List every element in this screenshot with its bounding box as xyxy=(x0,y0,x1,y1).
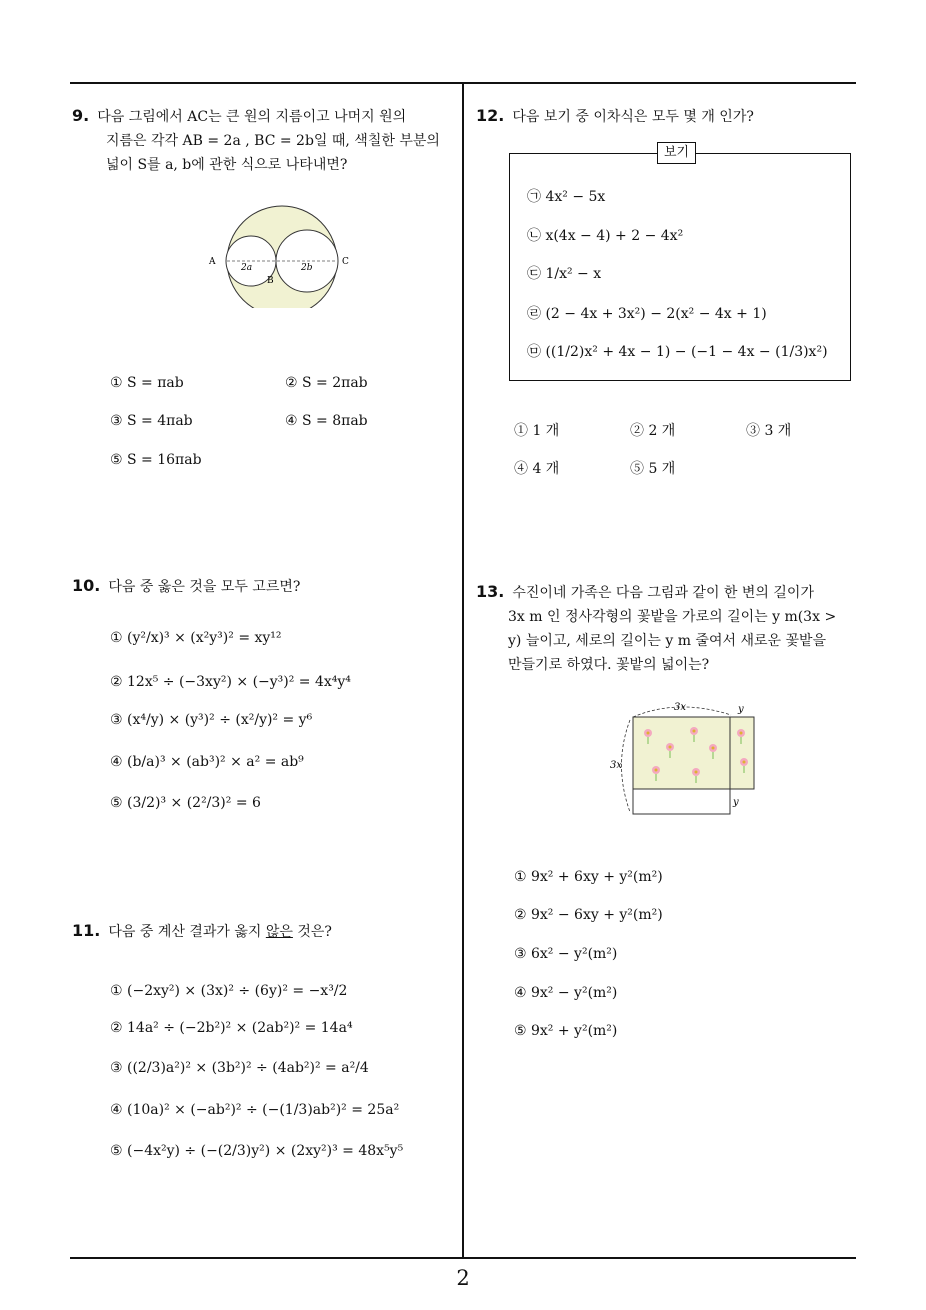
question-text-line: 넓이 S를 a, b에 관한 식으로 나타내면? xyxy=(106,157,348,173)
question-number: 11. xyxy=(72,921,101,940)
option-4[interactable]: ④ 9x² − y²(m²) xyxy=(514,985,618,1001)
label-B: B xyxy=(267,276,274,286)
label-2b: 2b xyxy=(301,263,313,273)
option-3[interactable]: ③ 6x² − y²(m²) xyxy=(514,946,618,962)
circles-figure xyxy=(205,198,365,308)
label-left-3x: 3x xyxy=(610,760,623,771)
label-right-y: y xyxy=(738,704,744,715)
question-9 xyxy=(72,104,462,177)
option-2[interactable]: ② 14a² ÷ (−2b²)² × (2ab²)² = 14a⁴ xyxy=(110,1020,353,1036)
option-1[interactable]: ① S = πab xyxy=(110,375,184,391)
option-4[interactable]: ④ S = 8πab xyxy=(285,413,368,429)
question-text-line: 만들기로 하였다. 꽃밭의 넓이는? xyxy=(508,657,710,673)
question-text-line: 수진이네 가족은 다음 그림과 같이 한 변의 길이가 xyxy=(512,585,814,601)
option-2[interactable]: ② S = 2πab xyxy=(285,375,368,391)
option-5[interactable]: ⑤ 9x² + y²(m²) xyxy=(514,1023,618,1039)
question-12 xyxy=(476,104,856,129)
label-top-3x: 3x xyxy=(674,702,687,713)
bogi-item: ㉤ ((1/2)x² + 4x − 1) − (−1 − 4x − (1/3)x²) xyxy=(527,344,828,360)
question-text-emphasis: 않은 xyxy=(265,924,293,940)
question-11 xyxy=(72,919,462,944)
option-5[interactable]: ⑤ 5 개 xyxy=(630,461,676,477)
label-2a: 2a xyxy=(241,263,253,273)
option-3[interactable]: ③ 3 개 xyxy=(746,423,792,439)
option-1[interactable]: ① 9x² + 6xy + y²(m²) xyxy=(514,869,663,885)
label-C: C xyxy=(342,257,349,267)
bogi-title: 보기 xyxy=(657,142,696,164)
question-text-line: 지름은 각각 AB = 2a , BC = 2b일 때, 색칠한 부분의 xyxy=(106,133,440,149)
option-5[interactable]: ⑤ (3/2)³ × (2²/3)² = 6 xyxy=(110,795,261,811)
bogi-item: ㉡ x(4x − 4) + 2 − 4x² xyxy=(527,228,684,244)
option-3[interactable]: ③ ((2/3)a²)² × (3b²)² ÷ (4ab²)² = a²/4 xyxy=(110,1060,369,1076)
original-bed xyxy=(633,717,730,789)
option-3[interactable]: ③ S = 4πab xyxy=(110,413,193,429)
question-text: 것은? xyxy=(292,924,332,940)
question-number: 9. xyxy=(72,106,90,125)
option-1[interactable]: ① 1 개 xyxy=(514,423,560,439)
label-A: A xyxy=(209,257,216,267)
question-number: 10. xyxy=(72,576,101,595)
question-number: 12. xyxy=(476,106,505,125)
question-10 xyxy=(72,574,462,599)
option-4[interactable]: ④ 4 개 xyxy=(514,461,560,477)
column-divider xyxy=(462,82,464,1259)
flowerbed-figure xyxy=(608,700,773,825)
label-bottom-y: y xyxy=(733,797,739,808)
question-text-line: 3x m 인 정사각형의 꽃밭을 가로의 길이는 y m(3x > xyxy=(508,609,837,625)
removed-strip xyxy=(633,789,730,814)
option-4[interactable]: ④ (b/a)³ × (ab³)² × a² = ab⁹ xyxy=(110,754,304,770)
option-2[interactable]: ② 2 개 xyxy=(630,423,676,439)
option-2[interactable]: ② 9x² − 6xy + y²(m²) xyxy=(514,907,663,923)
question-text-line: y) 늘이고, 세로의 길이는 y m 줄여서 새로운 꽃밭을 xyxy=(508,633,827,649)
question-text: 다음 중 계산 결과가 옳지 xyxy=(108,924,266,940)
option-5[interactable]: ⑤ S = 16πab xyxy=(110,452,202,468)
option-5[interactable]: ⑤ (−4x²y) ÷ (−(2/3)y²) × (2xy²)³ = 48x⁵y⁵ xyxy=(110,1143,404,1159)
question-13 xyxy=(476,580,861,677)
bogi-item: ㉠ 4x² − 5x xyxy=(527,189,606,205)
bottom-rule xyxy=(70,1257,856,1259)
option-2[interactable]: ② 12x⁵ ÷ (−3xy²) × (−y³)² = 4x⁴y⁴ xyxy=(110,674,351,690)
bogi-item: ㉢ 1/x² − x xyxy=(527,266,602,282)
option-4[interactable]: ④ (10a)² × (−ab²)² ÷ (−(1/3)ab²)² = 25a² xyxy=(110,1102,400,1118)
question-text: 다음 중 옳은 것을 모두 고르면? xyxy=(108,579,301,595)
question-number: 13. xyxy=(476,582,505,601)
extension-strip xyxy=(730,717,754,789)
bogi-item: ㉣ (2 − 4x + 3x²) − 2(x² − 4x + 1) xyxy=(527,306,767,322)
page-number: 2 xyxy=(456,1266,470,1290)
question-text-line: 다음 그림에서 AC는 큰 원의 지름이고 나머지 원의 xyxy=(97,109,407,125)
option-3[interactable]: ③ (x⁴/y) × (y³)² ÷ (x²/y)² = y⁶ xyxy=(110,712,313,728)
question-text: 다음 보기 중 이차식은 모두 몇 개 인가? xyxy=(512,109,754,125)
option-1[interactable]: ① (−2xy²) × (3x)² ÷ (6y)² = −x³/2 xyxy=(110,983,348,999)
option-1[interactable]: ① (y²/x)³ × (x²y³)² = xy¹² xyxy=(110,630,282,646)
